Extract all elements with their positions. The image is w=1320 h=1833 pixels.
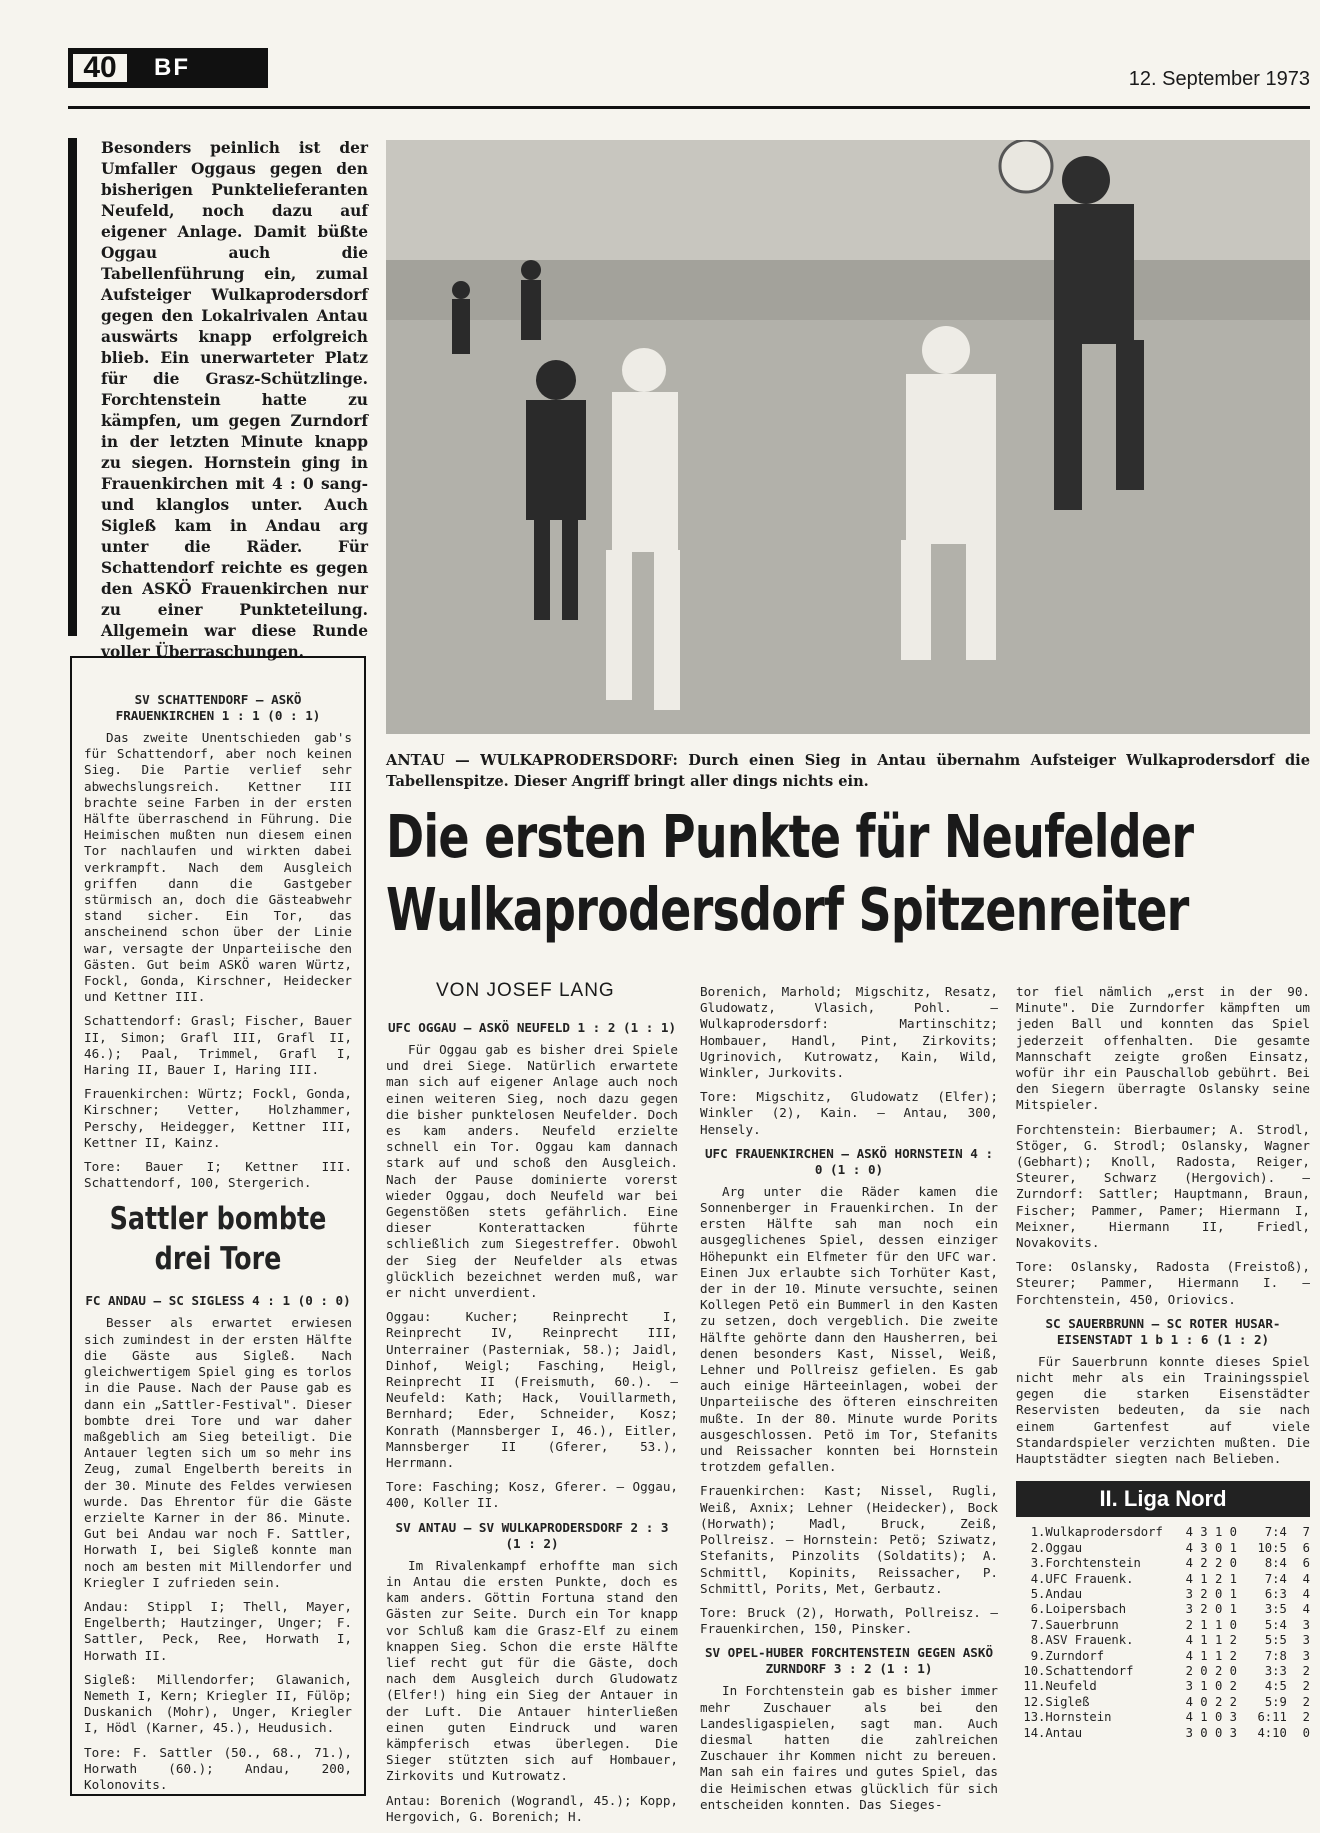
standings-cell-l: 0 <box>1229 1617 1237 1632</box>
standings-cell-goals: 7:4 <box>1264 1525 1287 1540</box>
section-label: BF <box>154 54 190 81</box>
standings-cell-pts: 2 <box>1302 1663 1310 1678</box>
standings-cell-l: 0 <box>1229 1663 1237 1678</box>
standings-cell-team: Loipersbach <box>1045 1602 1127 1617</box>
table-row <box>1016 1556 1310 1571</box>
standings-cell-l: 1 <box>1229 1586 1237 1601</box>
standings-cell-w: 0 <box>1200 1694 1208 1709</box>
standings-table <box>1016 1525 1310 1741</box>
match-report: Das zweite Unentschieden gab's für Schattendorf, aber noch keinen Sieg. Die Partie verlief sehr abwechslungsreich. Kettner III brachte seine Farben in der ersten Hälfte überraschend in Führung. Die Heimischen mußten nun diesem einen Tor nachlaufen und wirkten dabei verkrampft. Nach dem Ausgleich griffen dann die Gastgeber stürmisch an, doch die Gästeabwehr stand sicher. Ein Tor, das anscheinend schon über der Linie war, versagte der Unparteiische den Gästen. Gut beim ASKÖ waren Würtz, Fockl, Gonda, Kirschner, Heidecker und Kettner III. <box>84 730 352 1005</box>
standings-cell-w: 1 <box>1200 1571 1208 1586</box>
goals-line: Tore: Oslansky, Radosta (Freistoß), Steurer; Pammer, Hiermann I. — Forchtenstein, 450, Oriovics. <box>1016 1259 1310 1307</box>
standings-cell-goals: 3:3 <box>1264 1663 1287 1678</box>
standings-cell-s: 4 <box>1185 1540 1193 1555</box>
standings-cell-s: 4 <box>1185 1525 1193 1540</box>
standings-cell-pos: 8. <box>1030 1633 1046 1648</box>
standings-cell-w: 1 <box>1200 1679 1208 1694</box>
standings-cell-w: 0 <box>1200 1725 1208 1740</box>
headline-line-1: Die ersten Punkte für Neufelder <box>386 802 1194 871</box>
standings-cell-d: 2 <box>1214 1571 1223 1586</box>
standings-cell-l: 2 <box>1229 1648 1237 1663</box>
standings-cell-d: 1 <box>1214 1648 1223 1663</box>
match-title: UFC OGGAU — ASKÖ NEUFELD 1 : 2 (1 : 1) <box>387 1020 677 1035</box>
standings-cell-team: Wulkaprodersdorf <box>1045 1525 1163 1540</box>
standings-cell-l: 3 <box>1229 1725 1237 1740</box>
standings-cell-l: 2 <box>1229 1633 1237 1648</box>
match-title: UFC FRAUENKIRCHEN — ASKÖ HORNSTEIN 4 : 0 (1 : 0) <box>704 1145 994 1177</box>
standings-cell-w: 0 <box>1200 1663 1208 1678</box>
match-title: FC ANDAU — SC SIGLESS 4 : 1 (0 : 0) <box>85 1293 351 1309</box>
match-report: Für Oggau gab es bisher drei Spiele und drei Siege. Natürlich erwartete man sich auf eigener Anlage auch noch einen weiteren Sieg, noch dazu gegen die bisher punktelosen Neufelder. Doch es kam anders. Neufeld erzielte schnell ein Tor. Oggau kam dannach stark auf und schoß den Ausgleich. Nach der Pause dominierte vorerst wieder Oggau, doch Neufeld war bei Gegenstößen stets gefährlich. Eine dieser Konterattacken führte schließlich zum Siegestreffer. Obwohl der Sieg der Neufelder als etwas glücklich bezeichnet werden muß, war er nicht unverdient. <box>386 1042 678 1301</box>
standings-cell-s: 2 <box>1185 1663 1193 1678</box>
lineup: Sigleß: Millendorfer; Glawanich, Nemeth I, Kern; Kriegler II, Fülöp; Duskanich (Mohr), Unger, Kriegler I, Hödl (Karner, 45.), Heudusich. <box>84 1671 352 1736</box>
standings-cell-pts: 4 <box>1302 1571 1310 1586</box>
standings-cell-s: 4 <box>1185 1556 1193 1571</box>
lineup: Andau: Stippl I; Thell, Mayer, Engelberth; Hautzinger, Unger; F. Sattler, Peck, Ree, Horwath I, Horwath II. <box>84 1598 352 1663</box>
match-report: Im Rivalenkampf erhoffte man sich in Antau die ersten Punkte, doch es kam anders. Göttin Fortuna stand den Gästen zur Seite. Durch ein Tor knapp vor Schluß kam die Grasz-Elf zu einem knappen Sieg. Schon die erste Hälfte lief recht gut für die Gäste, doch nach dem Ausgleich durch Gludowatz (Elfer!) hing ein Sieg der Antauer in der Luft. Die Antauer hinterließen einen guten Eindruck und waren kämpferisch etwas überlegen. Die Sieger stützten sich auf Hombauer, Zirkovits und Kutrowatz. <box>386 1557 678 1784</box>
standings-cell-goals: 5:9 <box>1264 1694 1287 1709</box>
standings-cell-team: Hornstein <box>1045 1710 1112 1725</box>
standings-cell-w: 3 <box>1200 1540 1208 1555</box>
standings-cell-goals: 4:5 <box>1264 1679 1287 1694</box>
standings-cell-team: Antau <box>1045 1725 1083 1740</box>
lineup: Forchtenstein: Bierbaumer; A. Strodl, Stöger, G. Strodl; Oslansky, Wagner (Gebhart); Knoll, Radosta, Reiger, Steurer, Schwarz (Hergovich). — Zurndorf: Sattler; Hauptmann, Braun, Fischer; Pammer, Pamer; Hiermann I, Meixner, Hiermann II, Friedl, Novakovits. <box>1016 1121 1310 1251</box>
standings-cell-s: 3 <box>1185 1586 1193 1601</box>
lineup: Frauenkirchen: Würtz; Fockl, Gonda, Kirschner; Vetter, Holzhammer, Perschy, Heidegger, Kettner III, Kettner II, Kainz. <box>84 1086 352 1150</box>
standings-cell-pts: 0 <box>1302 1725 1310 1740</box>
table-row <box>1016 1726 1310 1741</box>
standings-cell-s: 4 <box>1185 1694 1193 1709</box>
standings-cell-pts: 4 <box>1302 1602 1310 1617</box>
table-row <box>1016 1649 1310 1664</box>
standings-cell-s: 4 <box>1185 1648 1193 1663</box>
standings-cell-pts: 2 <box>1302 1679 1310 1694</box>
main-headline <box>386 800 1310 946</box>
standings-cell-pos: 3. <box>1030 1556 1046 1571</box>
standings-cell-l: 1 <box>1229 1602 1237 1617</box>
standings-cell-w: 2 <box>1200 1586 1208 1601</box>
standings-cell-goals: 5:4 <box>1264 1617 1287 1632</box>
article-column-2 <box>700 984 998 1821</box>
standings-cell-l: 1 <box>1229 1540 1237 1555</box>
league-table <box>1016 1481 1310 1741</box>
standings-cell-d: 2 <box>1214 1694 1223 1709</box>
standings-cell-w: 1 <box>1200 1710 1208 1725</box>
page-header-box <box>68 48 268 88</box>
standings-cell-l: 0 <box>1229 1556 1237 1571</box>
standings-cell-l: 2 <box>1229 1694 1237 1709</box>
standings-cell-w: 1 <box>1200 1648 1208 1663</box>
standings-cell-l: 2 <box>1229 1679 1237 1694</box>
standings-cell-d: 0 <box>1214 1725 1223 1740</box>
standings-cell-team: ASV Frauenk. <box>1045 1633 1134 1648</box>
standings-cell-s: 3 <box>1185 1725 1193 1740</box>
standings-cell-d: 0 <box>1214 1710 1223 1725</box>
left-sidebar-box <box>70 656 366 1796</box>
standings-cell-s: 4 <box>1185 1633 1193 1648</box>
subheadline: Sattler bombte drei Tore <box>109 1201 327 1278</box>
table-row <box>1016 1602 1310 1617</box>
standings-cell-s: 4 <box>1185 1571 1193 1586</box>
standings-cell-d: 2 <box>1214 1556 1223 1571</box>
match-report: Besser als erwartet erwiesen sich zumindest in der ersten Hälfte die Gäste aus Sigleß. Nach gleichwertigem Spiel ging es torlos in die Pause. Nach der Pause gab es dann ein „Sattler-Festival". Dieser bombte drei Tore und war daher maßgeblich am Sieg beteiligt. Die Antauer legten sich um so mehr ins Zeug, zumal Engelberth bereits in der 30. Minute des Feldes verwiesen wurde. Das Ehrentor für die Gäste erzielte Karner in der 86. Minute. Gut bei Andau war noch F. Sattler, Horwath I, bei Sigleß konnte man noch am besten mit Millendorfer und Kriegler I zufrieden sein. <box>84 1315 352 1590</box>
standings-cell-team: Sigleß <box>1045 1694 1090 1709</box>
standings-cell-pos: 5. <box>1030 1586 1046 1601</box>
standings-cell-team: Oggau <box>1045 1540 1083 1555</box>
standings-cell-pts: 3 <box>1302 1633 1310 1648</box>
standings-cell-pts: 2 <box>1302 1710 1310 1725</box>
standings-cell-d: 1 <box>1214 1525 1223 1540</box>
standings-cell-pts: 7 <box>1302 1525 1310 1540</box>
standings-cell-pos: 9. <box>1030 1648 1046 1663</box>
table-row <box>1016 1679 1310 1694</box>
match-report: tor fiel nämlich „erst in der 90. Minute". Die Zurndorfer kämpften um jeden Ball und konnten das Spiel jederzeit offenhalten. Die gesamte Mannschaft zeigte großen Einsatz, wofür ihr ein Pauschallob gebührt. Bei den Siegern überragte Oslansky seine Mitspieler. <box>1016 984 1310 1113</box>
standings-cell-team: Zurndorf <box>1045 1648 1105 1663</box>
standings-cell-pts: 6 <box>1302 1556 1310 1571</box>
table-row <box>1016 1664 1310 1679</box>
standings-cell-goals: 7:4 <box>1264 1571 1287 1586</box>
standings-cell-pos: 4. <box>1030 1571 1046 1586</box>
article-column-3 <box>1016 984 1310 1741</box>
table-row <box>1016 1633 1310 1648</box>
page-number: 40 <box>70 51 130 85</box>
match-title: SV ANTAU — SV WULKAPRODERSDORF 2 : 3 (1 : 2) <box>395 1519 669 1551</box>
standings-cell-s: 3 <box>1185 1679 1193 1694</box>
standings-cell-pos: 11. <box>1023 1679 1046 1694</box>
standings-cell-s: 3 <box>1185 1602 1193 1617</box>
standings-cell-d: 0 <box>1214 1679 1223 1694</box>
standings-cell-goals: 5:5 <box>1264 1633 1287 1648</box>
standings-cell-goals: 8:4 <box>1264 1556 1287 1571</box>
match-title: SC SAUERBRUNN — SC ROTER HUSAR-EISENSTADT 1 b 1 : 6 (1 : 2) <box>1045 1315 1281 1347</box>
lead-paragraph: Besonders peinlich ist der Umfaller Oggaus gegen den bisherigen Punktelieferanten Neufeld, noch dazu auf eigener Anlage. Damit büßte Oggau auch die Tabellenführung ein, zumal Aufsteiger Wulkaprodersdorf gegen den Lokalrivalen Antau auswärts knapp erfolgreich blieb. Ein unerwarteter Platz für die Grasz-Schützlinge. Forchtenstein hatte zu kämpfen, um gegen Zurndorf in der letzten Minute knapp zu siegen. Hornstein ging in Frauenkirchen mit 4 : 0 sang- und klanglos unter. Auch Sigleß kam in Andau arg unter die Räder. Für Schattendorf reichte es gegen den ASKÖ Frauenkirchen nur zu einer Punkteteilung. Allgemein war diese Runde voller Überraschungen. <box>68 138 368 636</box>
goals-line: Tore: Fasching; Kosz, Gferer. — Oggau, 400, Koller II. <box>386 1479 678 1511</box>
table-row <box>1016 1695 1310 1710</box>
standings-cell-pos: 12. <box>1023 1694 1046 1709</box>
standings-cell-s: 4 <box>1185 1710 1193 1725</box>
standings-cell-pos: 6. <box>1030 1602 1046 1617</box>
standings-cell-goals: 3:5 <box>1264 1602 1287 1617</box>
standings-cell-d: 1 <box>1214 1617 1223 1632</box>
lineup: Antau: Borenich (Wograndl, 45.); Kopp, Hergovich, G. Borenich; H. <box>386 1792 678 1824</box>
goals-line: Tore: F. Sattler (50., 68., 71.), Horwath (60.); Andau, 200, Kolonovits. <box>84 1744 352 1792</box>
standings-cell-w: 1 <box>1200 1617 1208 1632</box>
match-report: In Forchtenstein gab es bisher immer mehr Zuschauer als bei den Landesligaspielen, sagt man. Auch diesmal hatten die zahlreichen Zuschauer ihr Kommen nicht zu bereuen. Man sah ein faires und gutes Spiel, das die Heimischen etwas glücklich für sich entscheiden konnten. Das Sieges- <box>700 1683 998 1812</box>
standings-cell-team: UFC Frauenk. <box>1045 1571 1134 1586</box>
photo-caption: ANTAU — WULKAPRODERSDORF: Durch einen Sieg in Antau übernahm Aufsteiger Wulkaprodersdorf die Tabellenspitze. Dieser Angriff bringt aller dings nichts ein. <box>386 752 1310 790</box>
match-report: Für Sauerbrunn konnte dieses Spiel nicht mehr als ein Trainingsspiel gegen die starken Eisenstädter Reservisten bedeuten, da sie nach einem Gartenfest auf viele Standardspieler verzichten mußten. Die Hauptstädter siegten nach Belieben. <box>1016 1353 1310 1467</box>
standings-cell-d: 0 <box>1214 1586 1223 1601</box>
standings-cell-s: 2 <box>1185 1617 1193 1632</box>
standings-cell-goals: 6:3 <box>1264 1586 1287 1601</box>
goals-line: Tore: Bruck (2), Horwath, Pollreisz. — Frauenkirchen, 150, Pinsker. <box>700 1604 998 1637</box>
standings-cell-pts: 2 <box>1302 1694 1310 1709</box>
standings-cell-pos: 13. <box>1023 1710 1046 1725</box>
standings-cell-pos: 14. <box>1023 1725 1046 1740</box>
lineup: Schattendorf: Grasl; Fischer, Bauer II, Simon; Grafl III, Grafl II, 46.); Paal, Trimmel, Grafl I, Haring II, Bauer I, Haring III. <box>84 1013 352 1078</box>
standings-cell-pts: 6 <box>1302 1540 1310 1555</box>
headline-line-2: Wulkaprodersdorf Spitzenreiter <box>386 875 1189 944</box>
standings-cell-l: 0 <box>1229 1525 1237 1540</box>
table-row <box>1016 1587 1310 1602</box>
standings-cell-d: 1 <box>1214 1633 1223 1648</box>
goals-line: Tore: Migschitz, Gludowatz (Elfer); Winkler (2), Kain. — Antau, 300, Hensely. <box>700 1089 998 1137</box>
standings-cell-pos: 10. <box>1023 1663 1046 1678</box>
header-rule <box>68 106 1310 109</box>
table-row <box>1016 1618 1310 1633</box>
standings-cell-pos: 7. <box>1030 1617 1046 1632</box>
standings-cell-goals: 4:10 <box>1257 1725 1287 1740</box>
table-row <box>1016 1525 1310 1540</box>
match-title: SV OPEL-HUBER FORCHTENSTEIN GEGEN ASKÖ ZURNDORF 3 : 2 (1 : 1) <box>704 1645 994 1677</box>
football-scene-illustration <box>386 140 1310 734</box>
league-title: II. Liga Nord <box>1016 1481 1310 1517</box>
lineup: Frauenkirchen: Kast; Nissel, Rugli, Weiß, Axnix; Lehner (Heidecker), Bock (Horwath); Madl, Bruck, Zeiß, Pollreisz. — Hornstein: Petö; Sziwatz, Stefanits, Pinzolits (Soldatits); A. Schmittl, Kopinits, Reissacher, P. Schmittl, Porits, Met, Gerbautz. <box>700 1483 998 1596</box>
standings-cell-w: 2 <box>1200 1602 1208 1617</box>
goals-line: Tore: Bauer I; Kettner III. Schattendorf, 100, Stergerich. <box>84 1159 352 1191</box>
match-title: SV SCHATTENDORF — ASKÖ FRAUENKIRCHEN 1 : 1 (0 : 1) <box>115 692 321 723</box>
standings-cell-pos: 2. <box>1030 1540 1046 1555</box>
table-row <box>1016 1710 1310 1725</box>
standings-cell-team: Forchtenstein <box>1045 1556 1141 1571</box>
standings-cell-w: 3 <box>1200 1525 1208 1540</box>
standings-cell-l: 3 <box>1229 1710 1237 1725</box>
standings-cell-goals: 6:11 <box>1257 1710 1287 1725</box>
standings-cell-pos: 1. <box>1030 1525 1046 1540</box>
standings-cell-w: 1 <box>1200 1633 1208 1648</box>
standings-cell-team: Neufeld <box>1045 1679 1097 1694</box>
standings-cell-pts: 4 <box>1302 1586 1310 1601</box>
match-photo <box>386 140 1310 734</box>
standings-cell-d: 0 <box>1214 1540 1223 1555</box>
byline: VON JOSEF LANG <box>436 980 615 1001</box>
article-column-1 <box>386 1016 678 1833</box>
issue-date: 12. September 1973 <box>1128 68 1310 90</box>
standings-cell-pts: 3 <box>1302 1648 1310 1663</box>
lineup: Oggau: Kucher; Reinprecht I, Reinprecht IV, Reinprecht III, Unterrainer (Pasterniak, 58.); Jaidl, Dinhof, Weigl; Fasching, Heigl, Reinprecht II (Freismuth, 60.). — Neufeld: Kath; Hack, Vouillarmeth, Bernhard; Eder, Schneider, Kosz; Konrath (Mannsberger I, 46.), Eitler, Mannsberger II (Gferer, 53.), Herrmann. <box>386 1309 678 1471</box>
standings-cell-l: 1 <box>1229 1571 1237 1586</box>
table-row <box>1016 1572 1310 1587</box>
lineup: Borenich, Marhold; Migschitz, Resatz, Gludowatz, Vlasich, Pohl. — Wulkaprodersdorf: Martinschitz; Hombauer, Handl, Pint, Zirkovits; Ugrinovich, Kutrowatz, Kain, Wild, Winkler, Jurkovits. <box>700 984 998 1081</box>
standings-cell-d: 0 <box>1214 1602 1223 1617</box>
standings-cell-team: Schattendorf <box>1045 1663 1134 1678</box>
standings-cell-d: 2 <box>1214 1663 1223 1678</box>
standings-cell-goals: 10:5 <box>1257 1540 1287 1555</box>
table-row <box>1016 1541 1310 1556</box>
standings-cell-w: 2 <box>1200 1556 1208 1571</box>
standings-cell-team: Sauerbrunn <box>1045 1617 1119 1632</box>
match-report: Arg unter die Räder kamen die Sonnenberger in Frauenkirchen. In der ersten Hälfte sah man noch ein ausgeglichenes Spiel, dessen einziger Höhepunkt ein Elfmeter für den UFC war. Einen Jux erlaubte sich Torhüter Kast, der in der 10. Minute versuchte, seinen Kollegen Petö ein Bummerl in den Kasten zu setzen, doch vergeblich. Die zweite Hälfte gehörte dann den Hausherren, bei denen besonders Kast, Nissel, Weiß, Lehner und Pollreisz gefielen. Es gab auch einige Härteeinlagen, wobei der Unparteiische des öfteren einschreiten mußte. In der 80. Minute wurde Porits ausgeschlossen. Petö im Tor, Stefanits und Reissacher konnten bei Hornstein trotzdem gefallen. <box>700 1183 998 1475</box>
standings-cell-team: Andau <box>1045 1586 1083 1601</box>
standings-cell-goals: 7:8 <box>1264 1648 1287 1663</box>
standings-cell-pts: 3 <box>1302 1617 1310 1632</box>
